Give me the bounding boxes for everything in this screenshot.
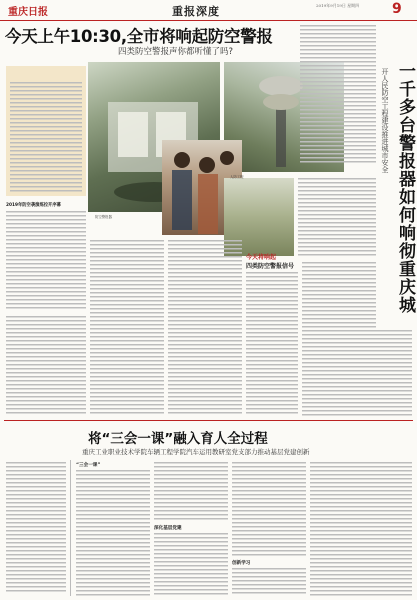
side-story <box>300 20 378 170</box>
bottom-intro-column <box>6 460 71 596</box>
intro-box <box>6 66 86 196</box>
article-text <box>154 533 228 596</box>
photo-caption: 防空警报器 <box>95 215 112 219</box>
article-text <box>154 462 228 522</box>
side-headline-column <box>380 62 414 327</box>
page-number: 9 <box>392 1 402 17</box>
subsection-title: 2019年防空袭演练拉开序幕 <box>6 203 61 208</box>
main-subhead: 四类防空警报声你都听懂了吗? <box>118 47 234 57</box>
box-title: 今天将响起 <box>246 254 277 261</box>
intro-text <box>10 82 82 192</box>
side-subhead: 开人民防空工程建设推进城市安全 <box>381 68 389 173</box>
newspaper-brand: 重庆日报 <box>8 7 48 18</box>
article-text <box>232 568 306 596</box>
left-column <box>6 202 86 417</box>
article-text <box>6 316 86 416</box>
main-headline: 今天上午10:30,全市将响起防空警报 <box>5 27 273 46</box>
article-text <box>76 470 150 596</box>
article-text <box>168 240 242 416</box>
article-text <box>6 462 66 594</box>
bottom-section-title: “三会一课” <box>76 463 101 468</box>
side-headline: 一千多台警报器如何响彻重庆城 <box>395 62 415 314</box>
article-text <box>90 240 164 416</box>
bottom-section-title: 深化基层党建 <box>154 526 182 531</box>
article-text <box>246 272 298 416</box>
photo-caption: 人防工程 <box>230 175 244 179</box>
box-title: 四类防空警报信号 <box>246 263 295 270</box>
section-title: 重报深度 <box>172 5 220 18</box>
bottom-headline: 将“三会一课”融入育人全过程 <box>88 431 268 447</box>
article-text <box>6 211 86 311</box>
article-text <box>232 462 306 558</box>
bottom-section-title: 创新学习 <box>232 561 251 566</box>
bottom-subhead: 重庆工业职业技术学院车辆工程学院汽车运用教研室党支部力推动基层党建创新 <box>82 448 310 456</box>
article-text <box>300 25 376 165</box>
dateline: 2019年9月19日 星期四 <box>316 3 360 8</box>
article-text <box>302 330 412 416</box>
article-text <box>310 462 412 596</box>
article-text <box>298 178 376 258</box>
section-divider <box>4 420 413 421</box>
